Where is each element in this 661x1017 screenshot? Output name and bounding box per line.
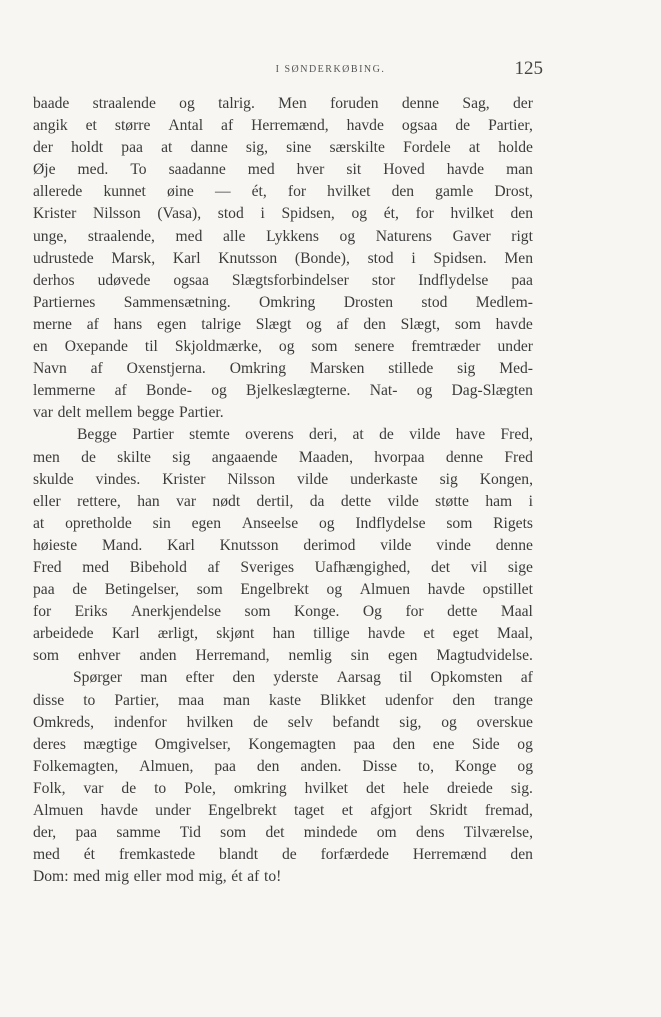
text-line: for Eriks Anerkjendelse som Konge. Og for dette Maal [33,603,533,621]
text-line: skulde vindes. Krister Nilsson vilde underkaste sig Kongen, [33,470,533,488]
text-line: unge, straalende, med alle Lykkens og Naturens Gaver rigt [33,227,533,245]
text-line: Øje med. To saadanne med hver sit Hoved havde man [33,161,533,179]
text-line: deres mægtige Omgivelser, Kongemagten paa den ene Side og [33,735,533,753]
text-line: var delt mellem begge Partier. [33,404,224,422]
text-line: angik et større Antal af Herremænd, havde ogsaa de Partier, [33,117,533,135]
text-line: baade straalende og talrig. Men foruden denne Sag, der [33,95,533,112]
text-line: arbeidede Karl ærligt, skjønt han tillige havde et eget Maal, [33,625,533,643]
text-line: høieste Mand. Karl Knutsson derimod vilde vinde denne [33,536,533,554]
text-line: Omkreds, indenfor hvilken de selv befandt sig, og overskue [33,713,533,731]
page-number: 125 [514,58,543,79]
body-text [33,93,533,888]
text-line: Krister Nilsson (Vasa), stod i Spidsen, og ét, for hvilket den [33,205,533,223]
text-line: paa de Betingelser, som Engelbrekt og Almuen havde opstillet [33,581,533,599]
text-line: som enhver anden Herremand, nemlig sin egen Magtudvidelse. [33,647,533,665]
text-line: Navn af Oxenstjerna. Omkring Marsken stillede sig Med- [33,360,533,378]
text-line: merne af hans egen talrige Slægt og af den Slægt, som havde [33,315,533,333]
text-line: lemmerne af Bonde- og Bjelkeslægterne. Nat- og Dag-Slægten [33,382,533,400]
text-line: disse to Partier, maa man kaste Blikket udenfor den trange [33,691,533,709]
text-line: eller rettere, han var nødt dertil, da dette vilde støtte ham i [33,492,533,510]
text-line: Fred med Bibehold af Sveriges Uafhængighed, det vil sige [33,558,533,576]
text-line: Almuen havde under Engelbrekt taget et afgjort Skridt fremad, [33,802,533,819]
text-line: Dom: med mig eller mod mig, ét af to! [33,868,282,886]
text-line: der holdt paa at danne sig, sine særskilte Fordele at holde [33,139,533,157]
text-line: udrustede Marsk, Karl Knutsson (Bonde), stod i Spidsen. Men [33,249,533,267]
text-line: en Oxepande til Skjoldmærke, og som senere fremtræder under [33,338,533,356]
text-line: Folkemagten, Almuen, paa den anden. Disse to, Konge og [33,757,533,775]
text-line: men de skilte sig angaaende Maaden, hvorpaa denne Fred [33,448,533,466]
text-line: Spørger man efter den yderste Aarsag til Opkomsten af [73,669,533,687]
text-line: Begge Partier stemte overens deri, at de vilde have Fred, [77,426,533,444]
text-line: Folk, var de to Pole, omkring hvilket det hele dreiede sig. [33,779,533,797]
text-line: med ét fremkastede blandt de forfærdede Herremænd den [33,846,533,864]
text-line: Partiernes Sammensætning. Omkring Drosten stod Medlem- [33,293,533,311]
text-line: der, paa samme Tid som det mindede om dens Tilværelse, [33,824,533,842]
text-line: derhos udøvede ogsaa Slægtsforbindelser stor Indflydelse paa [33,271,533,289]
text-line: at opretholde sin egen Anseelse og Indflydelse som Rigets [33,514,533,532]
running-head: I SØNDERKØBING. [275,64,386,75]
text-line: allerede kunnet øine — ét, for hvilket den gamle Drost, [33,183,533,201]
